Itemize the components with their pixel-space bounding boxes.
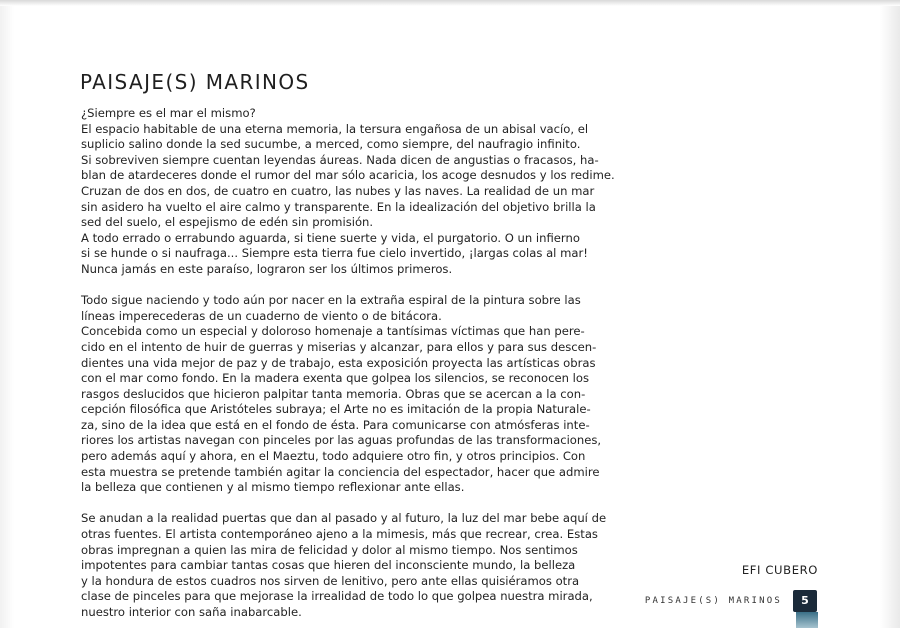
text-line: impotentes para cambiar tantas cosas que hieren del inconsciente mundo, la belleza xyxy=(81,558,576,573)
text-line: y la hondura de estos cuadros nos sirven de lenitivo, pero ante ellas quisiéramos otra xyxy=(81,573,580,588)
text-line: otras fuentes. El artista contemporáneo ajeno a la mimesis, más que recrear, crea. Estas xyxy=(81,527,598,542)
text-line: si se hunde o si naufraga... Siempre esta tierra fue cielo invertido, ¡largas colas al mar! xyxy=(81,246,588,261)
text-line: ¿Siempre es el mar el mismo? xyxy=(81,106,256,120)
text-line: líneas imperecederas de un cuaderno de viento o de bitácora. xyxy=(81,308,442,323)
running-footer-title: PAISAJE(S) MARINOS xyxy=(644,596,782,606)
text-line: la belleza que contienen y al mismo tiempo reflexionar ante ellas. xyxy=(81,480,465,495)
text-line: Cruzan de dos en dos, de cuatro en cuatro, las nubes y las naves. La realidad de un mar xyxy=(81,183,595,198)
text-line: Concebida como un especial y doloroso homenaje a tantísimas víctimas que han pere- xyxy=(81,324,585,339)
text-line: nuestro interior con saña inabarcable. xyxy=(81,605,302,619)
text-line: con el mar como fondo. En la madera exenta que golpea los silencios, se reconocen los xyxy=(81,371,590,386)
text-line: cido en el intento de huir de guerras y miserias y alcanzar, para ellos y para sus descen- xyxy=(81,339,597,354)
article-body xyxy=(81,106,817,636)
page-title: PAISAJE(S) MARINOS xyxy=(80,70,310,95)
text-line: blan de atardeceres donde el rumor del mar sólo acaricia, los acoge desnudos y los redime. xyxy=(81,168,615,183)
text-line: Todo sigue naciendo y todo aún por nacer en la extraña espiral de la pintura sobre las xyxy=(81,293,581,308)
text-line: cepción filosófica que Aristóteles subraya; el Arte no es imitación de la propia Naturale- xyxy=(81,402,591,417)
page-number-strip xyxy=(796,612,818,628)
text-line: sed del suelo, el espejismo de edén sin promisión. xyxy=(81,215,374,230)
text-line: suplicio salino donde la sed sucumbe, a merced, como siempre, del naufragio infinito. xyxy=(81,137,581,152)
page-number-badge: 5 xyxy=(793,590,817,612)
paragraph-1 xyxy=(81,106,817,278)
text-line: Si sobreviven siempre cuentan leyendas áureas. Nada dicen de angustias o fracasos, ha- xyxy=(81,152,599,167)
page-top-edge xyxy=(0,0,900,6)
text-line: sin asidero ha vuelto el aire calmo y transparente. En la idealización del objetivo brilla la xyxy=(81,199,596,214)
paragraph-2 xyxy=(81,293,817,496)
text-line: obras impregnan a quien las mira de felicidad y dolor al mismo tiempo. Nos sentimos xyxy=(81,542,578,557)
text-line: riores los artistas navegan con pinceles por las aguas profundas de las transformaciones, xyxy=(81,433,602,448)
text-line: esta muestra se pretende también agitar la conciencia del espectador, hacer que admire xyxy=(81,464,600,479)
author-signature: EFI CUBERO xyxy=(741,563,818,577)
text-line: rasgos deslucidos que hicieron palpitar tanta memoria. Obras que se acercan a la con- xyxy=(81,386,586,401)
text-line: clase de pinceles para que mejorase la irrealidad de todo lo que golpea nuestra mirada, xyxy=(81,589,593,604)
text-line: Se anudan a la realidad puertas que dan al pasado y al futuro, la luz del mar bebe aquí de xyxy=(81,511,607,526)
text-line: Nunca jamás en este paraíso, lograron ser los últimos primeros. xyxy=(81,261,453,276)
text-line: El espacio habitable de una eterna memoria, la tersura engañosa de un abisal vacío, el xyxy=(81,121,589,136)
text-line: pero además aquí y ahora, en el Maeztu, todo adquiere otro fin, y otros principios. Con xyxy=(81,449,586,464)
text-line: dientes una vida mejor de paz y de trabajo, esta exposición proyecta las artísticas obras xyxy=(81,355,596,370)
text-line: za, sino de la idea que está en el fondo de ésta. Para comunicarse con atmósferas inte- xyxy=(81,417,590,432)
text-line: A todo errado o errabundo aguarda, si tiene suerte y vida, el purgatorio. O un infierno xyxy=(81,230,580,245)
